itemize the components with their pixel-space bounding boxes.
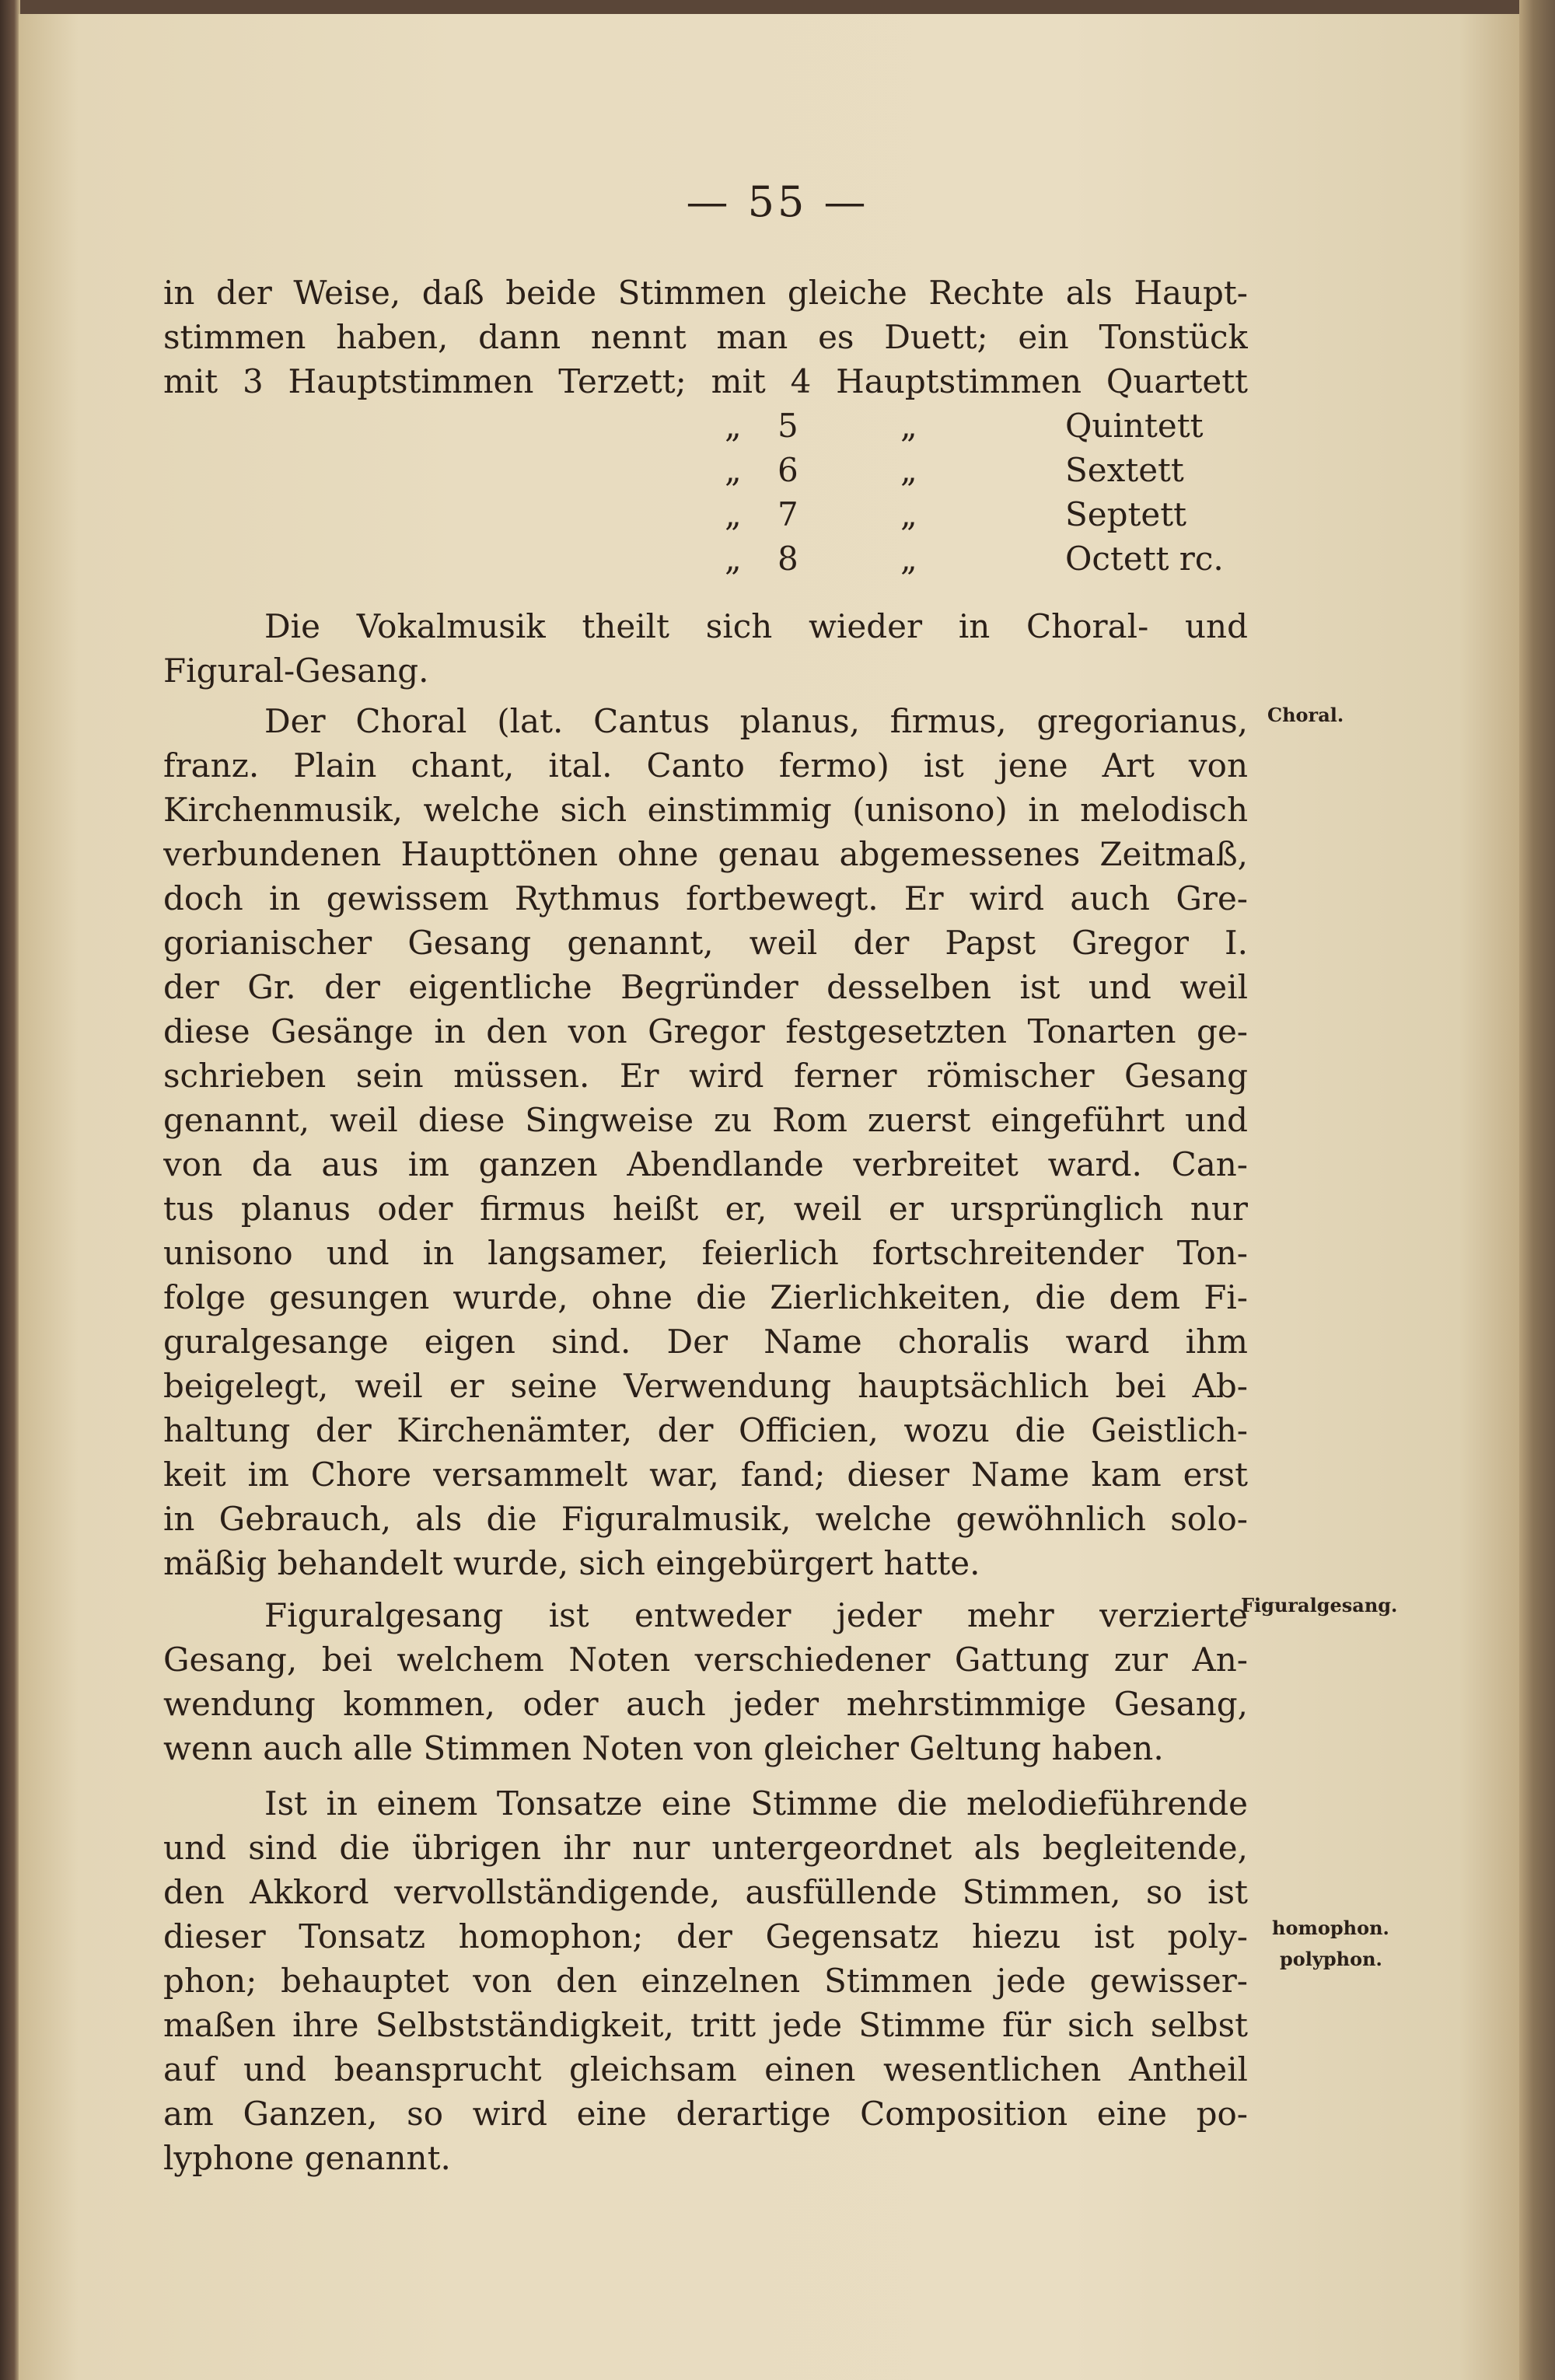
- text-line: haltung der Kirchenämter, der Officien, wozu die Geistlich-: [163, 1411, 1248, 1449]
- text-line: doch in gewissem Rythmus fortbewegt. Er wird auch Gre-: [163, 879, 1248, 917]
- text-line: lyphone genannt.: [163, 2139, 451, 2177]
- text-line: unisono und in langsamer, feierlich fortschreitender Ton-: [163, 1234, 1248, 1272]
- paragraph-gap: [163, 1770, 1248, 1781]
- page-number: — 55 —: [686, 177, 869, 226]
- voice-count: 5: [778, 407, 798, 445]
- ditto-mark: „: [725, 451, 742, 489]
- voice-count: 7: [778, 495, 798, 533]
- text-line: Ist in einem Tonsatze eine Stimme die melodieführende: [264, 1784, 1248, 1823]
- ensemble-row: [163, 448, 1248, 492]
- text-line: in der Weise, daß beide Stimmen gleiche Rechte als Haupt-: [163, 274, 1248, 312]
- paragraph-gap: [163, 1585, 1248, 1593]
- text-line: keit im Chore versammelt war, fand; dieser Name kam erst: [163, 1456, 1248, 1494]
- margin-note-homophon: homophon.: [1272, 1917, 1389, 1939]
- text-line: gorianischer Gesang genannt, weil der Papst Gregor I.: [163, 924, 1248, 962]
- ditto-mark: „: [725, 495, 742, 533]
- text-line: Kirchenmusik, welche sich einstimmig (unisono) in melodisch: [163, 791, 1248, 829]
- ensemble-name: Septett: [1065, 495, 1187, 533]
- paragraph-gap: [163, 693, 1248, 699]
- text-line: maßen ihre Selbstständigkeit, tritt jede Stimme für sich selbst: [163, 2006, 1248, 2044]
- text-line: beigelegt, weil er seine Verwendung hauptsächlich bei Ab-: [163, 1367, 1248, 1405]
- ditto-mark: „: [900, 540, 917, 578]
- text-line: Figuralgesang ist entweder jeder mehr verzierte: [264, 1596, 1248, 1634]
- ensemble-row: [163, 536, 1248, 581]
- margin-note-choral: Choral.: [1267, 704, 1344, 726]
- text-line: genannt, weil diese Singweise zu Rom zuerst eingeführt und: [163, 1101, 1248, 1139]
- text-line: dieser Tonsatz homophon; der Gegensatz hiezu ist poly-: [163, 1917, 1248, 1955]
- ditto-mark: „: [900, 407, 917, 445]
- text-line: phon; behauptet von den einzelnen Stimmen jede gewisser-: [163, 1962, 1248, 2000]
- text-line: wenn auch alle Stimmen Noten von gleicher Geltung haben.: [163, 1729, 1164, 1767]
- text-line: franz. Plain chant, ital. Canto fermo) ist jene Art von: [163, 746, 1248, 785]
- voice-count: 8: [778, 540, 798, 578]
- margin-note-polyphon: polyphon.: [1280, 1948, 1382, 1970]
- text-line: den Akkord vervollständigende, ausfüllende Stimmen, so ist: [163, 1873, 1248, 1911]
- voice-count: 6: [778, 451, 798, 489]
- paragraph-gap: [163, 581, 1248, 604]
- text-line: verbundenen Haupttönen ohne genau abgemessenes Zeitmaß,: [163, 835, 1248, 873]
- text-line: mäßig behandelt wurde, sich eingebürgert hatte.: [163, 1544, 980, 1582]
- page-edge: [1519, 0, 1555, 2380]
- text-line: guralgesange eigen sind. Der Name choralis ward ihm: [163, 1323, 1248, 1361]
- text-line: schrieben sein müssen. Er wird ferner römischer Gesang: [163, 1057, 1248, 1095]
- ensemble-row: [163, 404, 1248, 448]
- text-line: von da aus im ganzen Abendlande verbreitet ward. Can-: [163, 1145, 1248, 1183]
- main-text: [163, 271, 1248, 2180]
- text-line: mit 3 Hauptstimmen Terzett; mit 4 Hauptstimmen Quartett: [163, 362, 1248, 400]
- text-line: Der Choral (lat. Cantus planus, firmus, gregorianus,: [264, 702, 1248, 740]
- ensemble-name: Sextett: [1065, 451, 1184, 489]
- ditto-mark: „: [900, 451, 917, 489]
- text-line: diese Gesänge in den von Gregor festgesetzten Tonarten ge-: [163, 1012, 1248, 1050]
- text-line: Figural-Gesang.: [163, 652, 429, 690]
- text-line: am Ganzen, so wird eine derartige Composition eine po-: [163, 2095, 1248, 2133]
- text-line: folge gesungen wurde, ohne die Zierlichkeiten, die dem Fi-: [163, 1278, 1248, 1316]
- ensemble-row: [163, 492, 1248, 536]
- ditto-mark: „: [900, 495, 917, 533]
- text-line: auf und beansprucht gleichsam einen wesentlichen Antheil: [163, 2050, 1248, 2088]
- margin-note-figural: Figuralgesang.: [1241, 1594, 1398, 1616]
- text-line: in Gebrauch, als die Figuralmusik, welche gewöhnlich solo-: [163, 1500, 1248, 1538]
- ensemble-name: Quintett: [1065, 407, 1204, 445]
- ditto-mark: „: [725, 407, 742, 445]
- ditto-mark: „: [725, 540, 742, 578]
- text-line: wendung kommen, oder auch jeder mehrstimmige Gesang,: [163, 1685, 1248, 1723]
- text-line: stimmen haben, dann nennt man es Duett; ein Tonstück: [163, 318, 1248, 356]
- text-line: der Gr. der eigentliche Begründer desselben ist und weil: [163, 968, 1248, 1006]
- text-line: Gesang, bei welchem Noten verschiedener Gattung zur An-: [163, 1641, 1248, 1679]
- text-line: tus planus oder firmus heißt er, weil er ursprünglich nur: [163, 1190, 1248, 1228]
- text-line: Die Vokalmusik theilt sich wieder in Choral- und: [264, 607, 1248, 645]
- text-line: und sind die übrigen ihr nur untergeordnet als begleitende,: [163, 1829, 1248, 1867]
- ensemble-name: Octett rc.: [1065, 540, 1224, 578]
- book-spine: [0, 0, 20, 2380]
